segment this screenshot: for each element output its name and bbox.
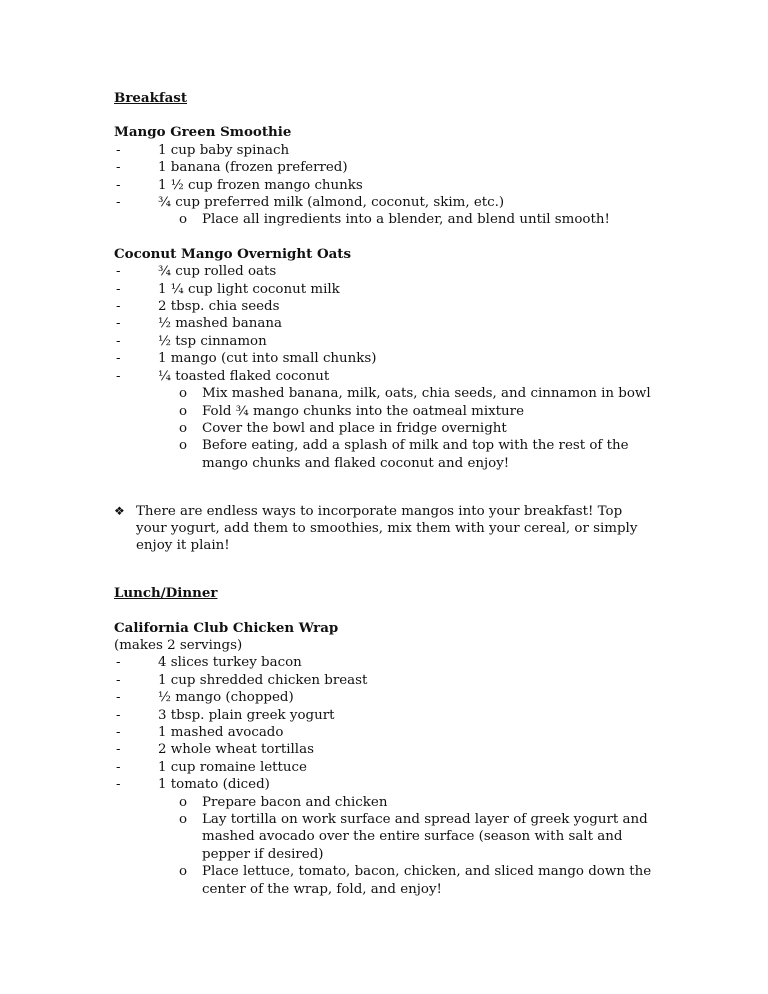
dash-marker: - [116,707,121,723]
ingredient-item: - ¼ toasted flaked coconut [116,368,330,384]
ingredient-item: - 1 tomato (diced) [116,777,270,793]
ingredient-item: - 1 cup baby spinach [116,142,290,158]
ingredient-item: - ½ mango (chopped) [116,690,294,706]
ingredient-item: - ¾ cup rolled oats [116,264,277,280]
dash-marker: - [116,742,121,758]
ingredient-item: - ½ tsp cinnamon [116,333,267,349]
ingredient-item: - ½ mashed banana [116,316,282,332]
circle-bullet-marker: o [179,212,188,228]
step-item: o Place lettuce, tomato, bacon, chicken, and sliced mango down the center of the wrap, fold, and enjoy! [179,864,652,897]
dash-marker: - [116,142,121,158]
diamond-bullet-icon: ❖ [114,503,125,518]
ingredient-item: - 1 cup shredded chicken breast [116,672,368,688]
circle-bullet-marker: o [179,864,188,880]
ingredient-item: - 1 ½ cup frozen mango chunks [116,177,363,193]
step-item: o Mix mashed banana, milk, oats, chia seeds, and cinnamon in bowl [179,386,651,402]
dash-marker: - [116,777,121,793]
circle-bullet-marker: o [179,420,188,436]
ingredient-item: - ¾ cup preferred milk (almond, coconut, skim, etc.) [116,195,505,211]
circle-bullet-marker: o [179,438,188,454]
circle-bullet-marker: o [179,794,188,810]
ingredient-item: - 1 cup romaine lettuce [116,759,307,775]
dash-marker: - [116,160,121,176]
breakfast-tip: ❖ There are endless ways to incorporate mangos into your breakfast! Top your yogurt, add them to smoothies, mix them with your cereal, or simply enjoy it plain! [114,503,638,554]
breakfast-heading: Breakfast [114,90,188,106]
recipe-title-mango-green-smoothie: Mango Green Smoothie [114,124,292,141]
dash-marker: - [116,195,121,211]
ingredient-item: - 2 whole wheat tortillas [116,742,314,758]
dash-marker: - [116,316,121,332]
servings-note: (makes 2 servings) [114,637,243,653]
ingredient-item: - 2 tbsp. chia seeds [116,299,280,315]
document-page [114,90,674,898]
dash-marker: - [116,368,121,384]
step-item: o Fold ¾ mango chunks into the oatmeal mixture [179,403,525,419]
ingredient-list [114,654,674,793]
ingredient-list [114,142,674,212]
dash-marker: - [116,351,121,367]
recipe-title-california-club-chicken-wrap: California Club Chicken Wrap [114,619,339,636]
circle-bullet-marker: o [179,386,188,402]
ingredient-item: - 1 banana (frozen preferred) [116,160,348,176]
circle-bullet-marker: o [179,812,188,827]
dash-marker: - [116,299,121,315]
dash-marker: - [116,333,121,349]
dash-marker: - [116,672,121,688]
ingredient-item: - 3 tbsp. plain greek yogurt [116,707,335,723]
step-item: o Place all ingredients into a blender, and blend until smooth! [179,212,610,228]
step-list [114,794,674,898]
ingredient-item: - 1 mashed avocado [116,724,284,740]
dash-marker: - [116,264,121,280]
dash-marker: - [116,759,121,775]
step-item: o Cover the bowl and place in fridge overnight [179,420,507,436]
dash-marker: - [116,655,121,671]
dash-marker: - [116,177,121,193]
ingredient-item: - 1 mango (cut into small chunks) [116,351,377,367]
ingredient-list [114,263,674,385]
dash-marker: - [116,690,121,706]
lunch-dinner-heading: Lunch/Dinner [114,585,218,602]
recipe-title-coconut-mango-overnight-oats: Coconut Mango Overnight Oats [114,245,352,262]
step-item: o Lay tortilla on work surface and spread layer of greek yogurt and mashed avocado over the entire surface (season with salt and pepper if desired) [179,812,648,862]
dash-marker: - [116,281,121,297]
ingredient-item: - 4 slices turkey bacon [116,655,302,671]
circle-bullet-marker: o [179,403,188,419]
step-item: o Prepare bacon and chicken [179,794,388,810]
dash-marker: - [116,724,121,740]
ingredient-item: - 1 ¼ cup light coconut milk [116,281,340,297]
step-list [114,385,674,472]
step-item: o Before eating, add a splash of milk and top with the rest of the mango chunks and flaked coconut and enjoy! [179,438,629,471]
step-list [114,211,674,228]
